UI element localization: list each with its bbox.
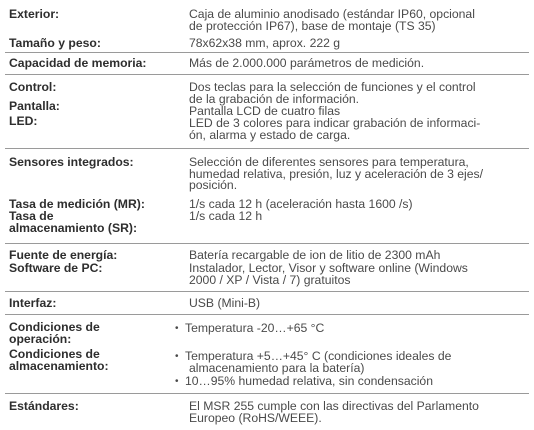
value-line: Europeo (RoHS/WEEE). (189, 410, 322, 425)
value-line: El MSR 255 cumple con las directivas del Parlamento (189, 399, 479, 413)
bullet-icon: • (175, 351, 179, 362)
divider (5, 291, 529, 292)
value-cond-operacion: Temperatura -20…+65 °C (185, 321, 325, 335)
value-line: Dos teclas para la selección de funciones y el control (189, 80, 476, 94)
value-estandares (189, 401, 529, 424)
label-tasa-almacenamiento (9, 211, 189, 234)
value-line: ón, alarma y estado de carga. (189, 127, 351, 142)
value-memoria: Más de 2.000.000 parámetros de medición. (189, 56, 425, 70)
label-interfaz: Interfaz: (9, 296, 57, 310)
value-line: almacenamiento para la batería) (189, 360, 365, 375)
value-line: LED de 3 colores para indicar grabación de informaci- (189, 116, 481, 130)
label-tasa-medicion: Tasa de medición (MR): (9, 197, 145, 211)
divider (5, 393, 529, 394)
value-software (189, 263, 529, 286)
value-sensores (189, 157, 529, 192)
value-line: Instalador, Lector, Visor y software online (Windows (189, 261, 468, 275)
value-tasa-almacenamiento: 1/s cada 12 h (189, 209, 263, 223)
divider (5, 243, 529, 244)
value-line: de la grabación de información. (189, 91, 360, 106)
value-led (189, 118, 529, 141)
value-tasa-medicion: 1/s cada 12 h (aceleración hasta 1600 /s) (189, 197, 413, 211)
value-line: 2000 / XP / Vista / 7) gratuitos (189, 272, 351, 287)
label-line: Condiciones de (9, 320, 100, 334)
value-cond-almacenamiento-2: 10…95% humedad relativa, sin condensación (185, 374, 433, 388)
value-control (189, 82, 529, 105)
value-line: Selección de diferentes sensores para temperatura, (189, 155, 469, 169)
value-cond-almacenamiento-1 (185, 351, 525, 374)
label-cond-almacenamiento (9, 349, 189, 372)
label-fuente: Fuente de energía: (9, 248, 118, 262)
value-fuente: Batería recargable de ion de litio de 2300 mAh (189, 248, 441, 262)
label-tamano: Tamaño y peso: (9, 36, 101, 50)
value-tamano: 78x62x38 mm, aprox. 222 g (189, 36, 341, 50)
label-pantalla: Pantalla: (9, 99, 60, 113)
bullet-icon: • (175, 323, 179, 334)
label-line: operación: (9, 331, 72, 346)
label-memoria: Capacidad de memoria: (9, 56, 147, 70)
bullet-icon: • (175, 376, 179, 387)
label-estandares: Estándares: (9, 399, 79, 413)
label-line: almacenamiento (SR): (9, 220, 137, 235)
label-control: Control: (9, 80, 57, 94)
label-line: almacenamiento: (9, 358, 109, 373)
value-exterior (189, 9, 529, 32)
label-cond-operacion (9, 322, 189, 345)
divider (5, 148, 529, 149)
label-line: Condiciones de (9, 347, 100, 361)
label-line: Tasa de (9, 209, 54, 223)
value-line: Temperatura +5…+45° C (condiciones ideales de (185, 349, 452, 363)
value-line: humedad relativa, presión, luz y aceleración de 3 ejes/ (189, 166, 484, 181)
value-pantalla: Pantalla LCD de cuatro filas (189, 104, 341, 118)
divider (5, 52, 529, 53)
label-led: LED: (9, 114, 38, 128)
divider (5, 314, 529, 315)
value-interfaz: USB (Mini-B) (189, 296, 261, 310)
label-software: Software de PC: (9, 261, 103, 275)
value-line: Caja de aluminio anodisado (estándar IP60, opcional (189, 7, 475, 21)
label-sensores: Sensores integrados: (9, 155, 134, 169)
divider (5, 74, 529, 75)
value-line: de protección IP67), base de montaje (TS 35) (189, 18, 436, 33)
label-exterior: Exterior: (9, 7, 60, 21)
value-line: posición. (189, 178, 238, 192)
